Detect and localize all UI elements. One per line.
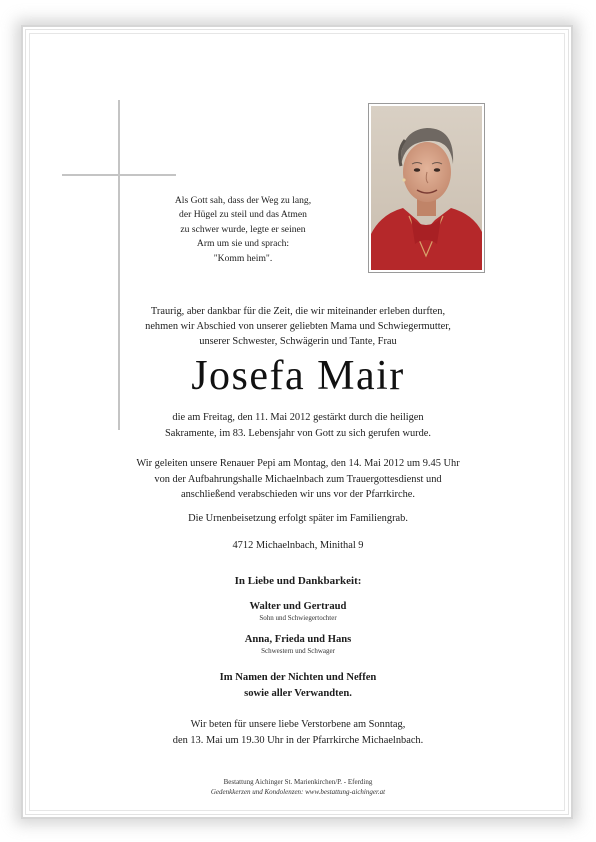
condolence-link[interactable]: Gedenkkerzen und Kondolenzen: www.bestattung-aichinger.at [210,788,386,796]
death-line: die am Freitag, den 11. Mai 2012 gestärkt durch die heiligen [172,412,424,423]
portrait-photo [368,103,485,273]
poem-line: der Hügel zu steil und das Atmen [179,209,307,221]
funeral-details [30,456,566,503]
closing-line: Im Namen der Nichten und Neffen [219,672,377,683]
death-notice [30,410,566,441]
poem [150,194,336,266]
family-address: 4712 Michaelnbach, Minithal 9 [232,540,364,551]
portrait-image [371,106,482,270]
funeral-home-name: Bestattung Aichinger St. Marienkirchen/P. - Eferding [223,778,373,786]
mourners-heading: In Liebe und Dankbarkeit: [234,575,362,587]
urn-notice: Die Urnenbeisetzung erfolgt später im Familiengrab. [188,513,408,524]
intro-line: unserer Schwester, Schwägerin und Tante, Frau [199,336,397,347]
poem-line: zu schwer wurde, legte er seinen [180,223,306,235]
deceased-name: Josefa Mair [191,353,405,399]
mourner-group [30,600,566,623]
mourners-closing [30,670,566,702]
intro-line: nehmen wir Abschied von unserer geliebten Mama und Schwiegermutter, [145,321,451,332]
mass-line: Wir beten für unsere liebe Verstorbene am Sonntag, [190,719,406,730]
funeral-line: Wir geleiten unsere Renauer Pepi am Montag, den 14. Mai 2012 um 9.45 Uhr [136,458,460,469]
mourner-group [30,633,566,656]
intro-line: Traurig, aber dankbar für die Zeit, die wir miteinander erleben durften, [150,306,446,317]
mourner-relation: Sohn und Schwiegertochter [259,614,337,622]
intro-text [30,304,566,349]
funeral-line: von der Aufbahrungshalle Michaelnbach zum Trauergottesdienst und [154,473,442,485]
poem-line: "Komm heim". [213,252,273,264]
mourner-names: Walter und Gertraud [249,601,347,612]
cross-icon-horizontal [62,174,176,176]
death-line: Sakramente, im 83. Lebensjahr von Gott zu sich gerufen wurde. [164,427,432,439]
mass-line: den 13. Mai um 19.30 Uhr in der Pfarrkirche Michaelnbach. [172,734,424,746]
memorial-mass [30,717,566,748]
closing-line: sowie aller Verwandten. [244,688,352,699]
funeral-line: anschließend verabschieden wir uns vor der Pfarrkirche. [181,489,415,500]
poem-line: Als Gott sah, dass der Weg zu lang, [174,195,312,206]
mourner-relation: Schwestern und Schwager [261,647,335,655]
poem-line: Arm um sie und sprach: [196,238,290,250]
mourner-names: Anna, Frieda und Hans [244,634,352,645]
